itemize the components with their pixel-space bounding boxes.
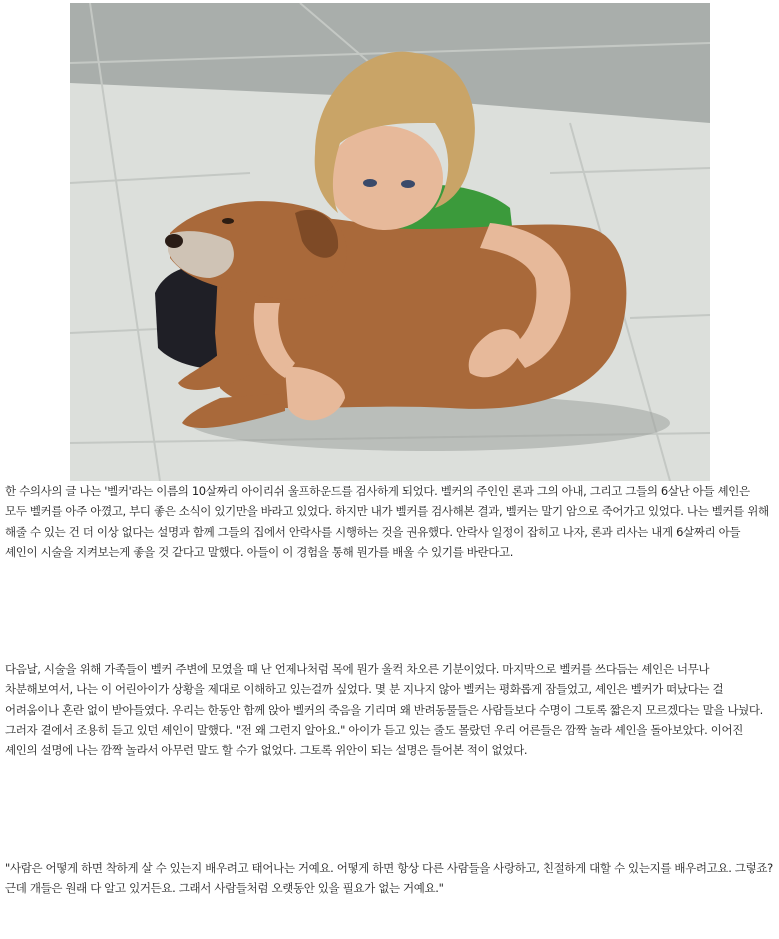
child-eye bbox=[401, 180, 415, 188]
story-paragraph-3: "사람은 어떻게 하면 착하게 살 수 있는지 배우려고 태어나는 거예요. 어떻게 하면 항상 다른 사람들을 사랑하고, 친절하게 대할 수 있는지를 배우려고요. 그렇죠? 근데 개들은 원래 다 알고 있거든요. 그래서 사람들처럼 오랫동안 있을 필요가 없는 거예요." bbox=[5, 861, 773, 896]
photo-illustration bbox=[70, 3, 710, 481]
story-paragraph-2: 다음날, 시술을 위해 가족들이 벨커 주변에 모였을 때 난 언제나처럼 목에 뭔가 울컥 차오른 기분이었다. 마지막으로 벨커를 쓰다듬는 셰인은 너무나 차분해보여서, 나는 이 어린아이가 상황을 제대로 이해하고 있는걸까 싶었다. 몇 분 지나지 않아 벨커는 평화롭게 잠들었고, 셰인은 벨커가 떠났다는 걸 어려움이나 혼란 없이 받아들였다. 우리는 한동안 함께 앉아 벨커의 죽음을 기리며 왜 반려동물들은 사람들보다 수명이 그토록 짧은지 모르겠다는 말을 나눴다. 그러자 곁에서 조용히 듣고 있던 셰인이 말했다. "전 왜 그런지 알아요." 아이가 듣고 있는 줄도 몰랐던 우리 어른들은 깜짝 놀라 셰인을 돌아보았다. 이어진 셰인의 설명에 나는 깜짝 놀라서 아무런 말도 할 수가 없었다. 그토록 위안이 되는 설명은 들어본 적이 없었다. bbox=[5, 662, 763, 758]
child-hugging-dog-photo bbox=[70, 3, 710, 481]
story-paragraph-1: 한 수의사의 글 나는 '벨커'라는 이름의 10살짜리 아이리쉬 울프하운드를 검사하게 되었다. 벨커의 주인인 론과 그의 아내, 그리고 그들의 6살난 아들 셰인은 모두 벨커를 아주 아꼈고, 부디 좋은 소식이 있기만을 바라고 있었다. 하지만 내가 벨커를 검사해본 결과, 벨커는 말기 암으로 죽어가고 있었다. 나는 벨커를 위해 해줄 수 있는 건 더 이상 없다는 설명과 함께 그들의 집에서 안락사를 시행하는 것을 권유했다. 안락사 일정이 잡히고 나자, 론과 리사는 내게 6살짜리 아들 셰인이 시술을 지켜보는게 좋을 것 같다고 말했다. 아들이 이 경험을 통해 뭔가를 배울 수 있기를 바란다고. bbox=[5, 484, 769, 559]
dog-eye bbox=[222, 218, 234, 224]
child-eye bbox=[363, 179, 377, 187]
dog-nose bbox=[165, 234, 183, 248]
child-face bbox=[327, 126, 443, 230]
